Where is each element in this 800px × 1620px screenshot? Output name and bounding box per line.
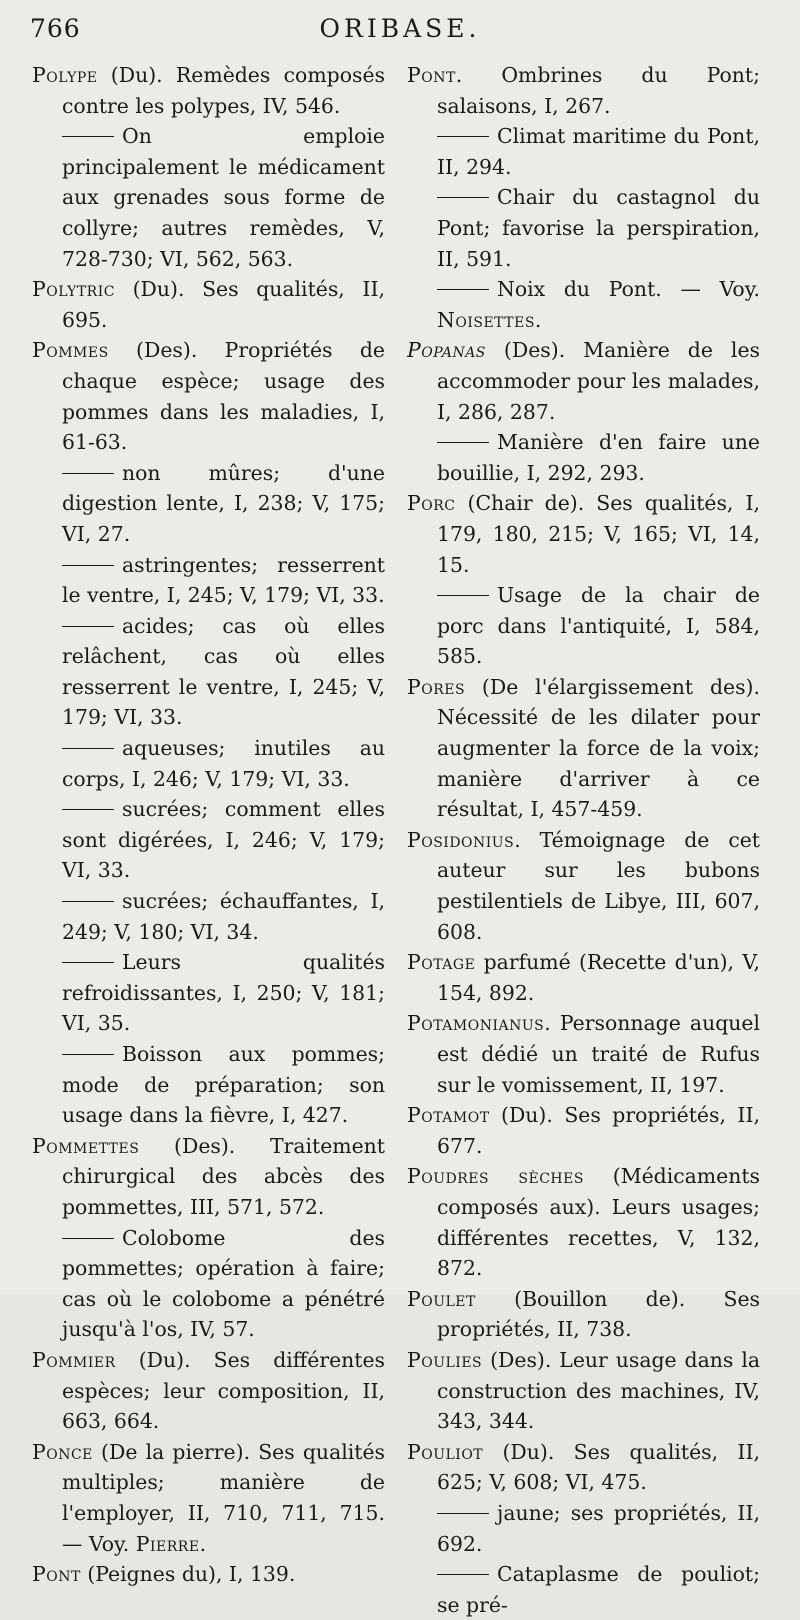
entry-headword: Ponce bbox=[32, 1439, 93, 1464]
entry-headword: Pommettes bbox=[32, 1133, 140, 1158]
entry-dash bbox=[437, 197, 489, 198]
entry-text: (Des). Traitement chirurgical des abcès des pommettes, III, 571, 572. bbox=[62, 1133, 385, 1219]
index-entry bbox=[30, 1437, 385, 1559]
index-subentry bbox=[30, 733, 385, 794]
cross-reference: Noisettes bbox=[437, 307, 535, 332]
entry-text: Colobome des pommettes; opération à faire; cas où le colobome a pénétré jusqu'à l'os, IV, 57. bbox=[62, 1225, 385, 1342]
index-subentry bbox=[30, 458, 385, 550]
index-subentry bbox=[30, 121, 385, 274]
index-entry bbox=[405, 825, 760, 947]
entry-text: Usage de la chair de porc dans l'antiquité, I, 584, 585. bbox=[437, 583, 760, 669]
entry-text: parfumé (Recette d'un), V, 154, 892. bbox=[437, 950, 760, 1005]
index-entry bbox=[30, 1131, 385, 1223]
entry-dash bbox=[62, 1054, 114, 1055]
entry-text: (Des). Leur usage dans la construction des machines, IV, 343, 344. bbox=[437, 1347, 760, 1434]
index-entry bbox=[30, 60, 385, 121]
entry-dash bbox=[437, 595, 489, 596]
index-entry bbox=[405, 1008, 760, 1100]
entry-dash bbox=[437, 442, 489, 443]
index-entry bbox=[405, 947, 760, 1008]
entry-text: . Personnage auquel est dédié un traité de Rufus sur le vomissement, II, 197. bbox=[437, 1011, 760, 1097]
index-columns bbox=[30, 60, 760, 1620]
entry-text: (Médicaments composés aux). Leurs usages; différentes recettes, V, 132, 872. bbox=[437, 1164, 760, 1281]
page-header bbox=[30, 14, 770, 54]
entry-text: non mûres; d'une digestion lente, I, 238; V, 175; VI, 27. bbox=[62, 460, 385, 546]
entry-text: (Des). Propriétés de chaque espèce; usage des pommes dans les maladies, I, 61-63. bbox=[62, 338, 385, 455]
index-subentry bbox=[30, 611, 385, 733]
entry-headword: Posidonius bbox=[407, 827, 515, 852]
index-subentry bbox=[30, 1039, 385, 1131]
entry-headword: Poulet bbox=[407, 1286, 476, 1311]
entry-dash bbox=[62, 136, 114, 137]
entry-text: (De l'élargissement des). Nécessité de les dilater pour augmenter la force de la voix; manière d'arriver à ce résultat, I, 457-459. bbox=[437, 674, 760, 822]
entry-text: (De la pierre). Ses qualités multiples; manière de l'employer, II, 710, 711, 715. — Voy. bbox=[62, 1439, 385, 1556]
entry-headword: Pores bbox=[407, 674, 466, 699]
index-subentry bbox=[405, 1559, 760, 1620]
index-entry bbox=[30, 1559, 385, 1590]
index-entry bbox=[405, 1437, 760, 1498]
entry-text: aqueuses; inutiles au corps, I, 246; V, 179; VI, 33. bbox=[62, 736, 385, 791]
index-subentry bbox=[405, 427, 760, 488]
index-subentry bbox=[30, 794, 385, 886]
entry-headword: Potamot bbox=[407, 1103, 490, 1128]
entry-headword: Pouliot bbox=[407, 1439, 484, 1464]
entry-text: astringentes; resserrent le ventre, I, 245; V, 179; VI, 33. bbox=[62, 552, 385, 608]
entry-headword: Pont bbox=[32, 1562, 81, 1587]
entry-dash bbox=[437, 1513, 489, 1514]
entry-text: . Ombrines du Pont; salaisons, I, 267. bbox=[437, 63, 760, 118]
entry-dash bbox=[62, 626, 114, 627]
entry-headword: Pont bbox=[407, 63, 456, 87]
entry-text: (Du). Ses qualités, II, 625; V, 608; VI, 475. bbox=[437, 1439, 760, 1495]
index-entry bbox=[30, 1345, 385, 1437]
entry-text: Cataplasme de pouliot; se pré- bbox=[437, 1562, 760, 1617]
entry-text: (Du). Ses propriétés, II, 677. bbox=[437, 1103, 760, 1158]
entry-headword: Polytric bbox=[32, 277, 115, 302]
entry-headword: Poulies bbox=[407, 1347, 483, 1372]
entry-text: Climat maritime du Pont, II, 294. bbox=[437, 124, 760, 179]
index-entry bbox=[405, 672, 760, 825]
entry-text: (Du). Ses qualités, II, 695. bbox=[62, 277, 385, 332]
index-entry bbox=[30, 274, 385, 335]
entry-dash bbox=[62, 809, 114, 810]
left-column bbox=[30, 60, 385, 1620]
entry-headword: Pommier bbox=[32, 1347, 116, 1372]
index-entry bbox=[405, 1284, 760, 1345]
entry-punctuation: . bbox=[199, 1531, 207, 1556]
right-column bbox=[405, 60, 760, 1620]
entry-headword: Poudres sèches bbox=[407, 1164, 584, 1189]
index-subentry bbox=[405, 1498, 760, 1559]
entry-text: acides; cas où elles relâchent, cas où elles resserrent le ventre, I, 245; V, 179; VI, 33. bbox=[62, 613, 385, 730]
index-entry bbox=[405, 335, 760, 427]
page-number: 766 bbox=[30, 14, 81, 43]
index-entry bbox=[405, 60, 760, 121]
entry-text: (Du). Remèdes composés contre les polypes, IV, 546. bbox=[62, 63, 385, 118]
entry-headword: Potamonianus bbox=[407, 1011, 545, 1036]
entry-text: Manière d'en faire une bouillie, I, 292, 293. bbox=[437, 430, 760, 485]
entry-dash bbox=[437, 136, 489, 137]
entry-text: jaune; ses propriétés, II, 692. bbox=[437, 1500, 760, 1556]
entry-dash bbox=[62, 748, 114, 749]
entry-text: . Témoignage de cet auteur sur les bubons pestilentiels de Libye, III, 607, 608. bbox=[437, 827, 760, 944]
entry-text: (Du). Ses différentes espèces; leur composition, II, 663, 664. bbox=[62, 1347, 385, 1434]
entry-dash bbox=[437, 1574, 489, 1575]
cross-reference: Pierre bbox=[135, 1531, 200, 1556]
entry-dash bbox=[62, 565, 114, 566]
entry-dash bbox=[62, 473, 114, 474]
entry-headword: Polype bbox=[32, 63, 98, 87]
index-subentry bbox=[405, 580, 760, 672]
index-subentry bbox=[405, 274, 760, 335]
entry-text: Chair du castagnol du Pont; favorise la perspiration, II, 591. bbox=[437, 185, 760, 271]
index-entry bbox=[30, 335, 385, 457]
entry-punctuation: . bbox=[534, 307, 542, 332]
entry-text: (Chair de). Ses qualités, I, 179, 180, 215; V, 165; VI, 14, 15. bbox=[437, 491, 760, 577]
entry-headword: Potage bbox=[407, 950, 476, 975]
entry-headword: Pommes bbox=[32, 338, 109, 363]
entry-dash bbox=[62, 962, 114, 963]
entry-text: (Peignes du), I, 139. bbox=[80, 1562, 296, 1587]
entry-headword: Popanas bbox=[407, 338, 486, 363]
entry-text: Boisson aux pommes; mode de préparation; son usage dans la fièvre, I, 427. bbox=[62, 1042, 385, 1128]
index-entry bbox=[405, 488, 760, 580]
entry-headword: Porc bbox=[407, 491, 456, 516]
entry-dash bbox=[437, 289, 489, 290]
index-subentry bbox=[30, 1223, 385, 1345]
index-entry bbox=[405, 1161, 760, 1283]
index-subentry bbox=[405, 121, 760, 182]
entry-text: sucrées; comment elles sont digérées, I, 246; V, 179; VI, 33. bbox=[62, 797, 385, 883]
entry-text: sucrées; échauffantes, I, 249; V, 180; VI, 34. bbox=[62, 889, 385, 944]
index-entry bbox=[405, 1345, 760, 1437]
entry-text: (Bouillon de). Ses propriétés, II, 738. bbox=[437, 1286, 760, 1342]
running-title: ORIBASE. bbox=[319, 14, 481, 43]
entry-dash bbox=[62, 901, 114, 902]
entry-text: On emploie principalement le médicament aux grenades sous forme de collyre; autres remèdes, V, 728-730; VI, 562, 563. bbox=[62, 124, 385, 271]
entry-text: (Des). Manière de les accommoder pour les malades, I, 286, 287. bbox=[437, 338, 760, 424]
entry-text: Noix du Pont. — Voy. bbox=[497, 277, 760, 302]
index-subentry bbox=[405, 182, 760, 274]
entry-text: Leurs qualités refroidissantes, I, 250; V, 181; VI, 35. bbox=[62, 950, 385, 1036]
index-subentry bbox=[30, 550, 385, 611]
index-subentry bbox=[30, 947, 385, 1039]
index-subentry bbox=[30, 886, 385, 947]
entry-dash bbox=[62, 1238, 114, 1239]
index-entry bbox=[405, 1100, 760, 1161]
